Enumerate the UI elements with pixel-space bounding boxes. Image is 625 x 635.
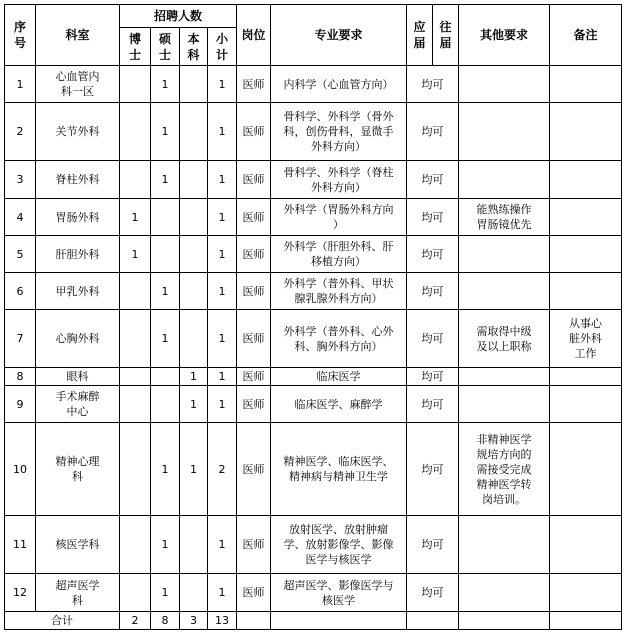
cell-bachelor xyxy=(180,273,208,310)
cell-note xyxy=(550,368,622,386)
cell-other: 需取得中级 及以上职称 xyxy=(459,310,550,368)
cell-phd: 1 xyxy=(120,236,151,273)
header-dept: 科室 xyxy=(36,5,120,66)
cell-other xyxy=(459,574,550,612)
header-recruit-count: 招聘人数 xyxy=(120,5,237,28)
table-footer xyxy=(5,612,622,630)
cell-major: 放射医学、放射肿瘤 学、放射影像学、影像 医学与核医学 xyxy=(271,516,407,574)
header-position: 岗位 xyxy=(237,5,271,66)
header-major: 专业要求 xyxy=(271,5,407,66)
cell-dept: 肝胆外科 xyxy=(36,236,120,273)
header-phd: 博士 xyxy=(120,28,151,66)
cell-position: 医师 xyxy=(237,199,271,236)
cell-bachelor xyxy=(180,516,208,574)
cell-major: 超声医学、影像医学与 核医学 xyxy=(271,574,407,612)
cell-master: 1 xyxy=(151,574,180,612)
cell-major: 骨科学、外科学（脊柱 外科方向） xyxy=(271,161,407,199)
cell-note xyxy=(550,161,622,199)
cell-fresh-past: 均可 xyxy=(407,386,459,423)
cell-bachelor xyxy=(180,199,208,236)
cell-subtotal: 2 xyxy=(208,423,237,516)
cell-position: 医师 xyxy=(237,236,271,273)
cell-fresh-past: 均可 xyxy=(407,236,459,273)
cell-fresh-past: 均可 xyxy=(407,516,459,574)
header-master: 硕士 xyxy=(151,28,180,66)
total-empty xyxy=(550,612,622,630)
cell-subtotal: 1 xyxy=(208,574,237,612)
total-empty xyxy=(459,612,550,630)
table-body xyxy=(5,66,622,612)
cell-seq: 4 xyxy=(5,199,36,236)
cell-phd xyxy=(120,66,151,103)
cell-position: 医师 xyxy=(237,574,271,612)
cell-master xyxy=(151,368,180,386)
total-empty xyxy=(407,612,459,630)
cell-dept: 超声医学 科 xyxy=(36,574,120,612)
cell-major: 内科学（心血管方向） xyxy=(271,66,407,103)
cell-other xyxy=(459,386,550,423)
cell-master: 1 xyxy=(151,516,180,574)
cell-major: 临床医学、麻醉学 xyxy=(271,386,407,423)
cell-position: 医师 xyxy=(237,273,271,310)
cell-note xyxy=(550,236,622,273)
header-subtotal: 小计 xyxy=(208,28,237,66)
cell-position: 医师 xyxy=(237,161,271,199)
cell-note xyxy=(550,423,622,516)
total-label: 合计 xyxy=(5,612,120,630)
cell-position: 医师 xyxy=(237,423,271,516)
cell-fresh-past: 均可 xyxy=(407,103,459,161)
cell-subtotal: 1 xyxy=(208,199,237,236)
cell-other xyxy=(459,66,550,103)
header-bachelor: 本科 xyxy=(180,28,208,66)
table-row xyxy=(5,516,622,574)
cell-bachelor xyxy=(180,103,208,161)
cell-phd xyxy=(120,273,151,310)
cell-note xyxy=(550,66,622,103)
table-row xyxy=(5,423,622,516)
cell-bachelor xyxy=(180,310,208,368)
cell-dept: 胃肠外科 xyxy=(36,199,120,236)
cell-phd xyxy=(120,516,151,574)
header-fresh: 应届 xyxy=(407,5,433,66)
cell-seq: 1 xyxy=(5,66,36,103)
cell-other xyxy=(459,516,550,574)
table-header xyxy=(5,5,622,66)
cell-other xyxy=(459,236,550,273)
cell-dept: 甲乳外科 xyxy=(36,273,120,310)
cell-phd xyxy=(120,161,151,199)
cell-master: 1 xyxy=(151,103,180,161)
cell-seq: 12 xyxy=(5,574,36,612)
cell-fresh-past: 均可 xyxy=(407,310,459,368)
cell-phd xyxy=(120,368,151,386)
cell-master: 1 xyxy=(151,161,180,199)
cell-fresh-past: 均可 xyxy=(407,199,459,236)
cell-other xyxy=(459,103,550,161)
cell-master xyxy=(151,386,180,423)
cell-phd xyxy=(120,386,151,423)
cell-seq: 7 xyxy=(5,310,36,368)
cell-note xyxy=(550,273,622,310)
cell-master xyxy=(151,199,180,236)
cell-fresh-past: 均可 xyxy=(407,423,459,516)
cell-position: 医师 xyxy=(237,386,271,423)
table-row xyxy=(5,386,622,423)
cell-dept: 核医学科 xyxy=(36,516,120,574)
cell-major: 外科学（肝胆外科、肝 移植方向） xyxy=(271,236,407,273)
total-master: 8 xyxy=(151,612,180,630)
cell-dept: 心血管内 科一区 xyxy=(36,66,120,103)
recruitment-table xyxy=(4,4,622,630)
cell-bachelor: 1 xyxy=(180,386,208,423)
cell-fresh-past: 均可 xyxy=(407,273,459,310)
cell-master: 1 xyxy=(151,273,180,310)
cell-seq: 8 xyxy=(5,368,36,386)
table-row xyxy=(5,273,622,310)
cell-bachelor xyxy=(180,66,208,103)
total-empty xyxy=(271,612,407,630)
cell-dept: 关节外科 xyxy=(36,103,120,161)
cell-note xyxy=(550,199,622,236)
cell-note xyxy=(550,574,622,612)
cell-dept: 手术麻醉 中心 xyxy=(36,386,120,423)
cell-dept: 眼科 xyxy=(36,368,120,386)
cell-bachelor xyxy=(180,161,208,199)
cell-phd xyxy=(120,310,151,368)
cell-seq: 3 xyxy=(5,161,36,199)
cell-note xyxy=(550,516,622,574)
cell-dept: 精神心理 科 xyxy=(36,423,120,516)
total-bachelor: 3 xyxy=(180,612,208,630)
cell-position: 医师 xyxy=(237,516,271,574)
cell-major: 临床医学 xyxy=(271,368,407,386)
cell-major: 外科学（普外科、甲状 腺乳腺外科方向） xyxy=(271,273,407,310)
cell-seq: 6 xyxy=(5,273,36,310)
cell-master: 1 xyxy=(151,66,180,103)
cell-dept: 心胸外科 xyxy=(36,310,120,368)
total-empty xyxy=(237,612,271,630)
cell-position: 医师 xyxy=(237,103,271,161)
table-row xyxy=(5,66,622,103)
cell-other: 非精神医学 规培方向的 需接受完成 精神医学转 岗培训。 xyxy=(459,423,550,516)
header-past: 往届 xyxy=(433,5,459,66)
cell-other xyxy=(459,368,550,386)
cell-seq: 11 xyxy=(5,516,36,574)
header-note: 备注 xyxy=(550,5,622,66)
table-row xyxy=(5,368,622,386)
cell-seq: 5 xyxy=(5,236,36,273)
cell-bachelor: 1 xyxy=(180,368,208,386)
cell-note xyxy=(550,386,622,423)
table-row xyxy=(5,103,622,161)
cell-major: 外科学（普外科、心外 科、胸外科方向） xyxy=(271,310,407,368)
cell-bachelor xyxy=(180,574,208,612)
cell-subtotal: 1 xyxy=(208,386,237,423)
cell-phd xyxy=(120,103,151,161)
cell-master: 1 xyxy=(151,423,180,516)
cell-fresh-past: 均可 xyxy=(407,161,459,199)
cell-major: 外科学（胃肠外科方向 ） xyxy=(271,199,407,236)
cell-subtotal: 1 xyxy=(208,273,237,310)
cell-seq: 10 xyxy=(5,423,36,516)
cell-master xyxy=(151,236,180,273)
cell-bachelor: 1 xyxy=(180,423,208,516)
cell-subtotal: 1 xyxy=(208,310,237,368)
cell-other xyxy=(459,273,550,310)
cell-note: 从事心 脏外科 工作 xyxy=(550,310,622,368)
total-subtotal: 13 xyxy=(208,612,237,630)
table-row xyxy=(5,574,622,612)
cell-seq: 2 xyxy=(5,103,36,161)
cell-subtotal: 1 xyxy=(208,161,237,199)
cell-subtotal: 1 xyxy=(208,103,237,161)
cell-other: 能熟练操作 胃肠镜优先 xyxy=(459,199,550,236)
cell-phd xyxy=(120,423,151,516)
cell-fresh-past: 均可 xyxy=(407,368,459,386)
table-row xyxy=(5,236,622,273)
total-phd: 2 xyxy=(120,612,151,630)
header-other: 其他要求 xyxy=(459,5,550,66)
cell-seq: 9 xyxy=(5,386,36,423)
cell-note xyxy=(550,103,622,161)
cell-fresh-past: 均可 xyxy=(407,574,459,612)
cell-major: 精神医学、临床医学、 精神病与精神卫生学 xyxy=(271,423,407,516)
cell-bachelor xyxy=(180,236,208,273)
cell-phd: 1 xyxy=(120,199,151,236)
cell-subtotal: 1 xyxy=(208,66,237,103)
cell-phd xyxy=(120,574,151,612)
cell-master: 1 xyxy=(151,310,180,368)
table-row xyxy=(5,310,622,368)
cell-major: 骨科学、外科学（骨外 科，创伤骨科，显微手 外科方向） xyxy=(271,103,407,161)
header-seq: 序号 xyxy=(5,5,36,66)
cell-subtotal: 1 xyxy=(208,516,237,574)
cell-dept: 脊柱外科 xyxy=(36,161,120,199)
cell-other xyxy=(459,161,550,199)
table-row xyxy=(5,199,622,236)
table-row xyxy=(5,161,622,199)
cell-position: 医师 xyxy=(237,368,271,386)
cell-position: 医师 xyxy=(237,310,271,368)
cell-subtotal: 1 xyxy=(208,236,237,273)
cell-fresh-past: 均可 xyxy=(407,66,459,103)
cell-position: 医师 xyxy=(237,66,271,103)
cell-subtotal: 1 xyxy=(208,368,237,386)
